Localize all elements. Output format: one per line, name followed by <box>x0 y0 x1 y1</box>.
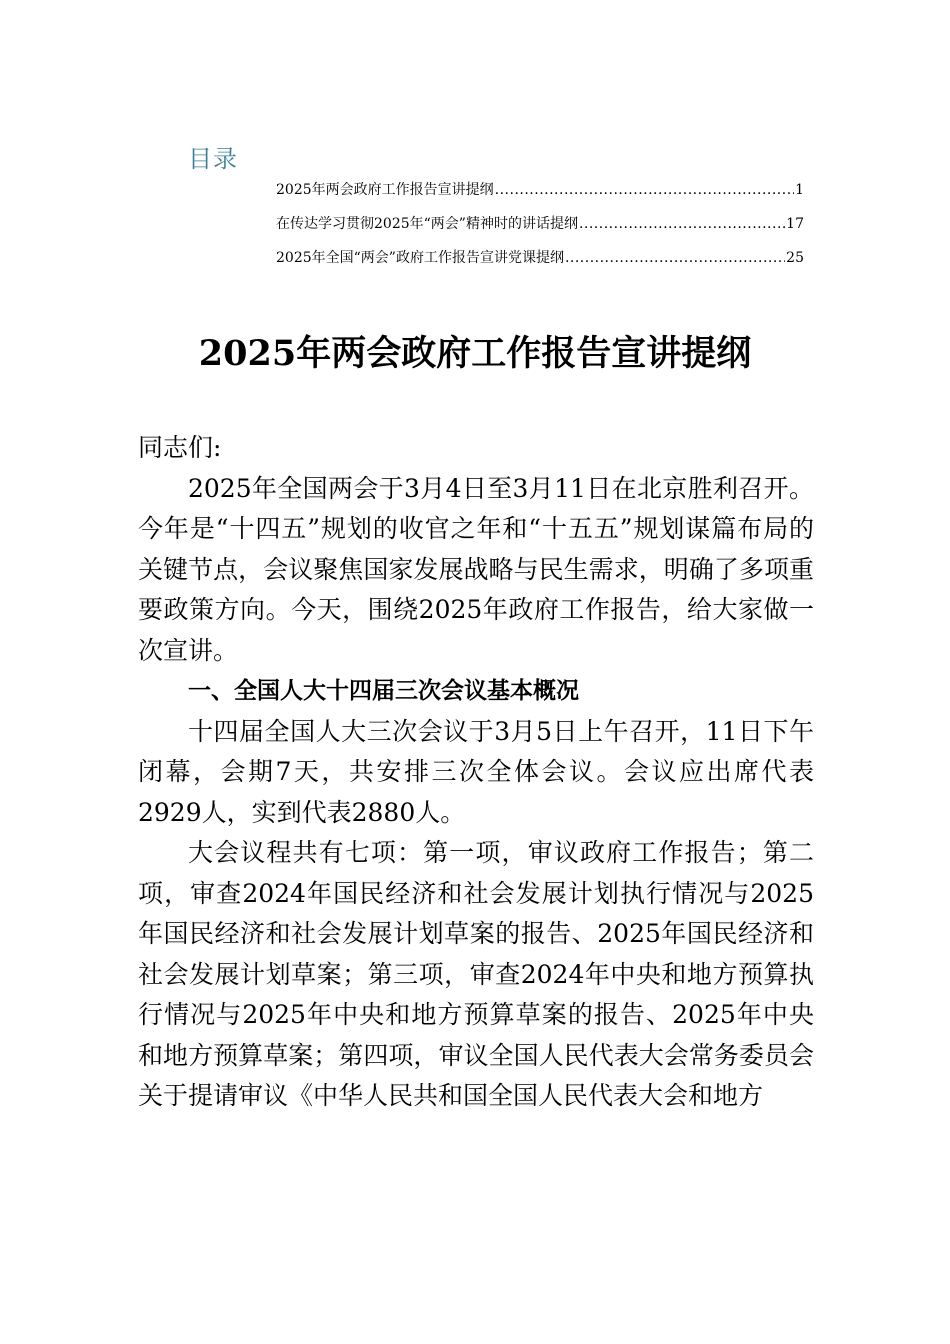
toc-entry-page[interactable]: 25 <box>786 250 804 266</box>
table-of-contents <box>188 142 818 284</box>
toc-entry-title[interactable]: 2025年两会政府工作报告宣讲提纲 <box>276 182 494 198</box>
toc-leader-dots <box>495 182 794 199</box>
toc-entry-title[interactable]: 2025年全国“两会”政府工作报告宣讲党课提纲 <box>276 250 564 266</box>
body-paragraph: 十四届全国人大三次会议于3月5日上午召开，11日下午闭幕，会期7天，共安排三次全体会议。会议应出席代表2929人，实到代表2880人。 <box>138 716 814 827</box>
toc-leader-dots <box>565 250 785 267</box>
toc-entry[interactable] <box>276 216 804 233</box>
toc-heading: 目录 <box>188 145 238 173</box>
document-body <box>138 428 814 1117</box>
toc-entry[interactable] <box>276 250 804 267</box>
body-paragraph: 大会议程共有七项：第一项，审议政府工作报告；第二项，审查2024年国民经济和社会发展计划执行情况与2025年国民经济和社会发展计划草案的报告、2025年国民经济和社会发展计划草案；第三项，审查2024年中央和地方预算执行情况与2025年中央和地方预算草案的报告、2025年中央和地方预算草案；第四项，审议全国人民代表大会常务委员会关于提请审议《中华人民共和国全国人民代表大会和地方 <box>138 838 814 1110</box>
toc-entry-title[interactable]: 在传达学习贯彻2025年“两会”精神时的讲话提纲 <box>276 216 578 232</box>
toc-leader-dots <box>579 216 785 233</box>
document-title: 2025年两会政府工作报告宣讲提纲 <box>198 333 752 374</box>
salutation: 同志们: <box>138 433 222 462</box>
toc-list <box>276 182 804 267</box>
toc-entry[interactable] <box>276 182 804 199</box>
section-heading: 一、全国人大十四届三次会议基本概况 <box>188 678 579 704</box>
intro-paragraph: 2025年全国两会于3月4日至3月11日在北京胜利召开。今年是“十四五”规划的收官之年和“十五五”规划谋篇布局的关键节点，会议聚焦国家发展战略与民生需求，明确了多项重要政策方向。今天，围绕2025年政府工作报告，给大家做一次宣讲。 <box>138 473 814 665</box>
toc-entry-page[interactable]: 1 <box>795 182 804 198</box>
toc-entry-page[interactable]: 17 <box>786 216 804 232</box>
